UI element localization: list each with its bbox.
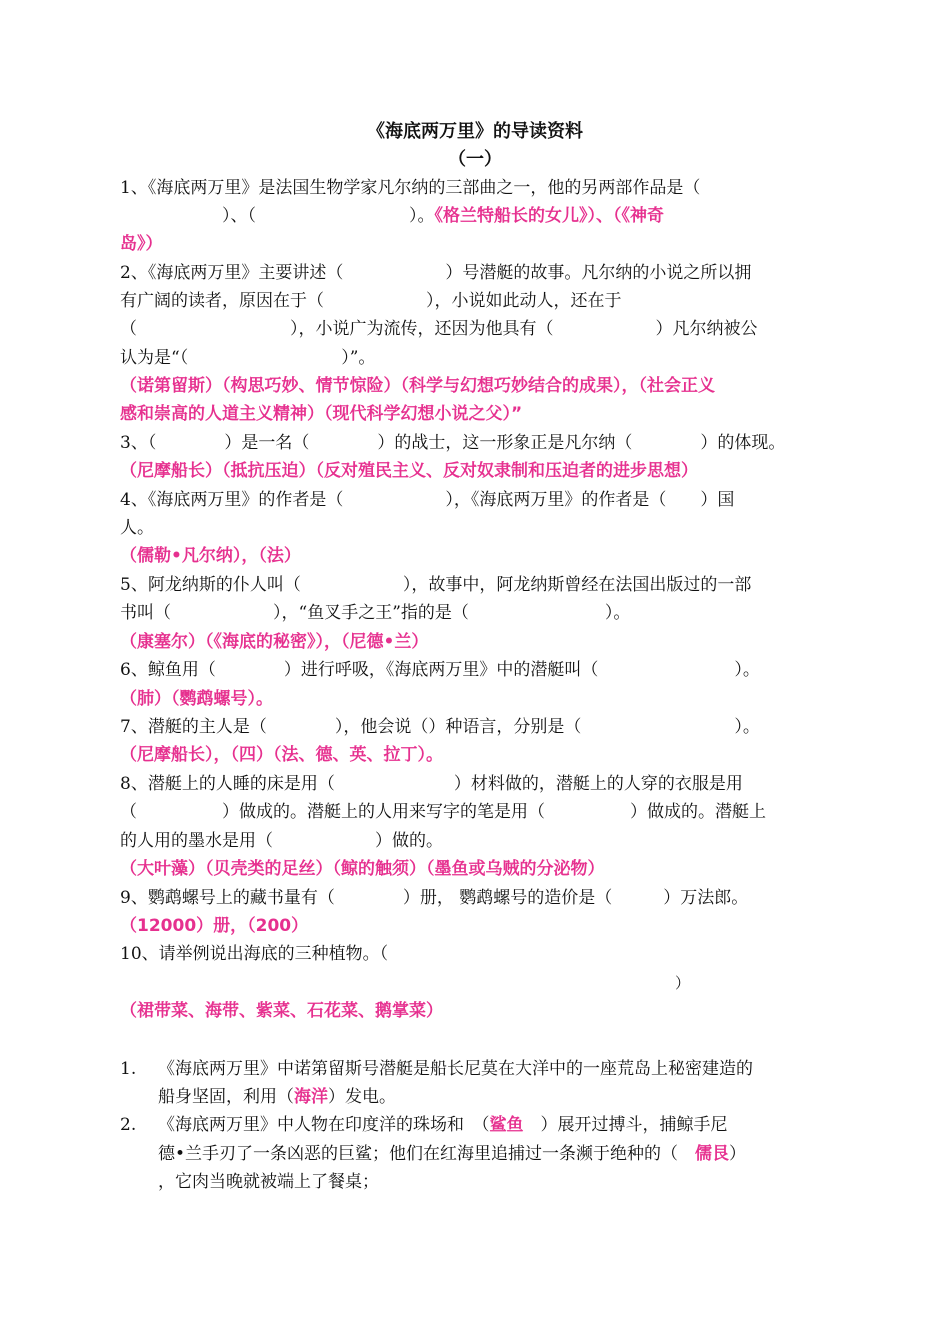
list-item-2-line-2-tail: ） bbox=[729, 1144, 747, 1164]
list-item-2-line-3: ，它肉当晚就被端上了餐桌； bbox=[158, 1172, 379, 1192]
question-10-line-2: ） bbox=[120, 974, 691, 992]
question-3-line-1: 3、（ ）是一名（ ）的战士，这一形象正是凡尔纳（ ）的体现。 bbox=[120, 433, 786, 453]
question-5-line-2: 书叫（ ），“鱼叉手之王”指的是（ ）。 bbox=[120, 603, 631, 623]
question-3-answer: （尼摩船长）（抵抗压迫）（反对殖民主义、反对奴隶制和压迫者的进步思想） bbox=[120, 461, 698, 481]
question-4-line-1: 4、《海底两万里》的作者是（ ），《海底两万里》的作者是（ ）国 bbox=[120, 490, 735, 510]
question-2-answer-line-2: 感和崇高的人道主义精神）（现代科学幻想小说之父）” bbox=[120, 404, 523, 424]
document-title: 《海底两万里》的导读资料 bbox=[367, 121, 583, 142]
question-4-answer: （儒勒•凡尔纳），（法） bbox=[120, 546, 301, 566]
question-4-line-2: 人。 bbox=[120, 518, 154, 538]
question-1-line-2 bbox=[120, 202, 664, 230]
list-item-1-line-1: 《海底两万里》中诺第留斯号潜艇是船长尼莫在大洋中的一座荒岛上秘密建造的 bbox=[158, 1059, 753, 1079]
question-2-line-3: （ ），小说广为流传，还因为他具有（ ）凡尔纳被公 bbox=[120, 319, 758, 339]
list-item-2-line-1 bbox=[158, 1111, 728, 1139]
question-8-line-3: 的人用的墨水是用（ ）做的。 bbox=[120, 831, 443, 851]
question-10-line-1: 10、请举例说出海底的三种植物。（ bbox=[120, 944, 389, 964]
question-10-answer: （裙带菜、海带、紫菜、石花菜、鹅掌菜） bbox=[120, 1001, 443, 1021]
list-item-2-line-1-tail: ）展开过搏斗，捕鲸手尼 bbox=[523, 1115, 728, 1135]
question-2-line-4: 认为是“（ ）”。 bbox=[120, 348, 376, 368]
list-item-2-number: 2. bbox=[120, 1115, 137, 1135]
question-8-line-2: （ ）做成的。潜艇上的人用来写字的笔是用（ ）做成的。潜艇上 bbox=[120, 802, 766, 822]
list-item-1-number: 1. bbox=[120, 1059, 137, 1079]
section-number: （一） bbox=[448, 149, 502, 170]
question-6-answer: （肺）（鹦鹉螺号）。 bbox=[120, 689, 273, 709]
question-5-line-1: 5、阿龙纳斯的仆人叫（ ），故事中，阿龙纳斯曾经在法国出版过的一部 bbox=[120, 575, 752, 595]
list-item-1-answer: 海洋 bbox=[294, 1087, 328, 1107]
question-7-answer: （尼摩船长），（四）（法、德、英、拉丁）。 bbox=[120, 745, 443, 765]
question-1-line-1: 1、《海底两万里》是法国生物学家凡尔纳的三部曲之一，他的另两部作品是（ bbox=[120, 178, 701, 198]
list-item-2-line-2-text: 德•兰手刃了一条凶恶的巨鲨；他们在红海里追捕过一条濒于绝种的（ bbox=[158, 1144, 696, 1164]
question-8-line-1: 8、潜艇上的人睡的床是用（ ）材料做的，潜艇上的人穿的衣服是用 bbox=[120, 774, 743, 794]
question-9-answer: （12000）册，（200） bbox=[120, 916, 309, 936]
list-item-2-line-2 bbox=[158, 1140, 746, 1168]
question-1-line-2-text: ）、（ ）。 bbox=[120, 206, 435, 226]
question-6-line-1: 6、鲸鱼用（ ）进行呼吸，《海底两万里》中的潜艇叫（ ）。 bbox=[120, 660, 760, 680]
question-5-answer: （康塞尔）（《海底的秘密》），（尼德•兰） bbox=[120, 632, 429, 652]
list-item-2-answer-2: 儒艮 bbox=[695, 1144, 730, 1164]
list-item-2-answer-1: 鲨鱼 bbox=[489, 1115, 524, 1135]
question-9-line-1: 9、鹦鹉螺号上的藏书量有（ ）册， 鹦鹉螺号的造价是（ ）万法郎。 bbox=[120, 888, 749, 908]
question-1-answer: 岛》） bbox=[120, 234, 163, 254]
question-8-answer: （大叶藻）（贝壳类的足丝）（鲸的触须）（墨鱼或乌贼的分泌物） bbox=[120, 859, 605, 879]
question-1-answer-inline: 《格兰特船长的女儿》）、（《神奇 bbox=[434, 206, 664, 226]
list-item-2-line-1-text: 《海底两万里》中人物在印度洋的珠场和 （ bbox=[158, 1115, 490, 1135]
list-item-1-line-2-text: 船身坚固，利用（ bbox=[158, 1087, 294, 1107]
question-2-answer-line-1: （诺第留斯）（构思巧妙、情节惊险）（科学与幻想巧妙结合的成果），（社会正义 bbox=[120, 376, 715, 396]
question-7-line-1: 7、潜艇的主人是（ ），他会说（）种语言，分别是（ ）。 bbox=[120, 717, 760, 737]
list-item-1-line-2-tail: ）发电。 bbox=[328, 1087, 396, 1107]
list-item-1-line-2 bbox=[158, 1083, 396, 1111]
question-2-line-2: 有广阔的读者，原因在于（ ），小说如此动人，还在于 bbox=[120, 291, 622, 311]
question-2-line-1: 2、《海底两万里》主要讲述（ ）号潜艇的故事。凡尔纳的小说之所以拥 bbox=[120, 263, 752, 283]
